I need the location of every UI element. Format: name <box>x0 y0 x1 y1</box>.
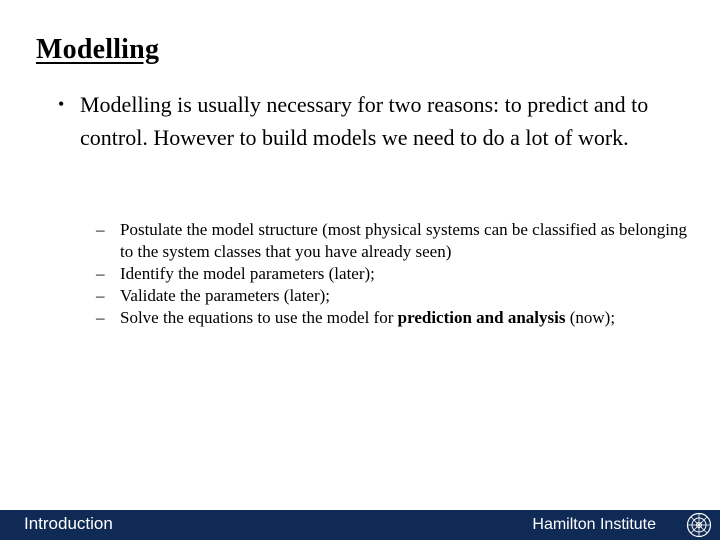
sub-bullet-list <box>96 219 696 329</box>
sub-bullet-item <box>96 219 696 263</box>
hamilton-institute-logo-icon <box>686 512 712 538</box>
sub-bullet-text-end: (now); <box>565 308 616 327</box>
bullet-marker: • <box>58 94 65 114</box>
sub-bullet-text: Postulate the model structure (most physical systems can be classified as belonging to the system classes that you have already seen) <box>120 220 688 261</box>
footer-institute-label: Hamilton Institute <box>532 516 656 533</box>
sub-bullet-bold-text: prediction and analysis <box>397 308 566 327</box>
footer-section-label: Introduction <box>24 514 113 533</box>
main-bullet-text: Modelling is usually necessary for two reasons: to predict and to control. However to build models we need to do a lot of work. <box>80 92 649 150</box>
sub-bullet-item <box>96 285 696 307</box>
dash-marker: – <box>96 220 105 239</box>
sub-bullet-text: Identify the model parameters (later); <box>120 264 375 283</box>
dash-marker: – <box>96 264 105 283</box>
slide-title: Modelling <box>36 34 160 65</box>
sub-bullet-item <box>96 307 696 329</box>
sub-bullet-text-start: Solve the equations to use the model for <box>120 308 398 327</box>
main-bullet <box>58 88 678 154</box>
dash-marker: – <box>96 308 105 327</box>
sub-bullet-item <box>96 263 696 285</box>
dash-marker: – <box>96 286 105 305</box>
footer-bar <box>0 510 720 540</box>
sub-bullet-text: Validate the parameters (later); <box>120 286 331 305</box>
